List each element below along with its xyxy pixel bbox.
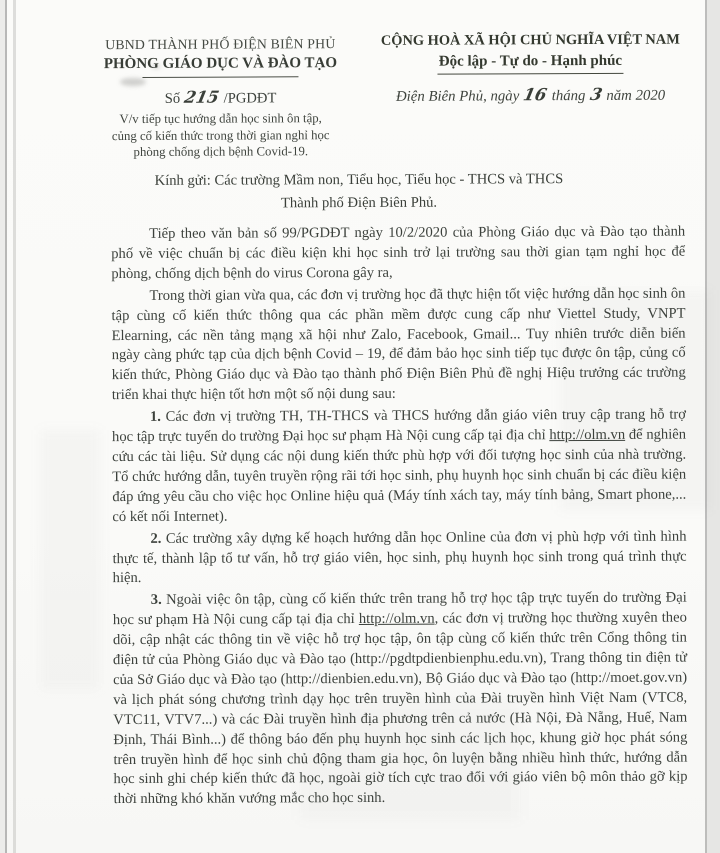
paragraph-text: Các trường xây dựng kế hoạch hướng dẫn học Online của đơn vị phù hợp với tình hình thực tế, thành lập tổ tư vấn, hỗ trợ giáo viên, học sinh, phụ huynh học sinh trong quá trình thực hiện. — [112, 528, 687, 587]
body-paragraph — [112, 406, 687, 528]
paragraph-text: 1. — [149, 409, 161, 426]
document-number-line — [79, 89, 363, 108]
national-motto-block — [370, 32, 690, 75]
issuing-agency-parent: UBND THÀNH PHỐ ĐIỆN BIÊN PHỦ — [105, 36, 336, 53]
body-paragraph — [113, 589, 688, 810]
body-paragraph — [112, 527, 686, 589]
body-paragraph — [111, 223, 685, 285]
recipient-line-1: Kính gửi: Các trường Mầm non, Tiểu học, Tiểu học - THCS và THCS — [154, 171, 564, 189]
paragraph-text: để nghiên cứu các tài liệu. Sử dụng các nội dung kiến thức phù hợp với đối tượng học sinh của nhà trường. Tổ chức hướng dẫn, tuyên truyền rộng rãi tới học sinh, phụ huynh học sinh chuẩn bị các điều kiện đáp ứng yêu cầu cho việc học Online hiệu quả (Máy tính xách tay, máy tính bảng, Smart phone,... có kết nối Internet). — [112, 426, 687, 525]
subject-line-3: phòng chống dịch bệnh Covid-19. — [133, 144, 309, 159]
date-month-handwritten: 3 — [588, 83, 604, 105]
motto-underline — [437, 73, 623, 75]
paragraph-text: Tiếp theo văn bản số 99/PGDĐT ngày 10/2/2020 của Phòng Giáo dục và Đào tạo thành phố về việc chuẩn bị các điều kiện khi học sinh trở lại trường sau thời gian tạm nghỉ học để phòng, chống dịch bệnh do virus Corona gây ra, — [111, 223, 686, 282]
date-day-handwritten: 16 — [521, 84, 550, 105]
paragraph-text: Trong thời gian vừa qua, các đơn vị trường học đã thực hiện tốt việc hướng dẫn học sinh ôn tập cùng cố kiến thức thông qua các phần mềm được cung cấp như Viettel Study, VNPT Elearning, các nền tảng mạng xã hội như Zalo, Facebook, Gmail... Tuy nhiên trước diễn biến ngày càng phức tạp của dịch bệnh Covid – 19, để đảm bảo học sinh tiếp tục được ôn tập, củng cố kiến thức, Phòng Giáo dục và Đào tạo thành phố Điện Biên Phủ đề nghị Hiệu trưởng các trường triển khai thực hiện tốt hơn một số nội dung sau: — [111, 285, 686, 404]
body-text — [111, 223, 688, 813]
inline-url: http://olm.vn — [549, 426, 626, 444]
recipient-line-2: Thành phố Điện Biên Phủ. — [280, 194, 438, 212]
paragraph-text: Các đơn vị trường TH, TH-THCS và THCS hướng dẫn giáo viên truy cập trang hỗ trợ học tập trực tuyến do trường Đại học sư phạm Hà Nội cung cấp tại địa chỉ — [112, 406, 686, 446]
paragraph-text: , các đơn vị trường học thường xuyên theo dõi, cập nhật các thông tin về việc hỗ trợ học tập, ôn tập cùng cố kiến thức trên Cổng thông tin điện tử của Phòng Giáo dục và Đào tạo (http://pgdtpdienbienphu.edu.vn), Trang thông tin điện tử của Sở Giáo dục và Đào tạo (http://dienbien.edu.vn), Bộ Giáo dục và Đào tạo (http://moet.gov.vn) và lịch phát sóng chương trình dạy học trên truyền hình của Đài truyền hình Việt Nam (VTC8, VTC11, VTV7...) và các Đài truyền hình địa phương trên cả nước (Hà Nội, Đà Nẵng, Huế, Nam Định, Thái Bình...) để thông báo đến phụ huynh học sinh các lịch học, khung giờ học phát sóng trên truyền hình để học sinh chủ động tham gia học, ôn luyện bằng nhiều hình thức, hướng dẫn học sinh ghi chép kiến thức đã học, ngoài giờ tích cực trao đổi với giáo viên bộ môn thảo gỡ kịp thời những khó khăn vướng mắc cho học sinh. — [112, 609, 688, 808]
paragraph-text: 2. — [150, 530, 162, 547]
issuing-agency-name: PHÒNG GIÁO DỤC VÀ ĐÀO TẠO — [103, 55, 338, 73]
recipient-block — [99, 168, 619, 216]
date-month-label: tháng — [551, 88, 586, 105]
inline-url: http://olm.vn — [358, 610, 435, 628]
document-number-suffix: /PGDĐT — [223, 90, 277, 107]
date-year: năm 2020 — [606, 87, 666, 104]
country-title: CỘNG HOÀ XÃ HỘI CHỦ NGHĨA VIỆT NAM — [380, 31, 680, 49]
issuing-agency-underline — [142, 76, 298, 78]
paragraph-text: 3. — [150, 592, 162, 609]
subject-line-1: V/v tiếp tục hướng dẫn học sinh ôn tập, — [119, 111, 322, 127]
issuing-agency-block — [78, 36, 362, 78]
date-place: Điện Biên Phủ, ngày — [395, 88, 520, 105]
place-date-line — [363, 83, 699, 106]
subject-line-2: củng cố kiến thức trong thời gian nghỉ học — [111, 127, 330, 143]
document-number-prefix: Số — [164, 90, 181, 107]
paragraph-text: Ngoài việc ôn tập, cùng cố kiến thức trên trang hỗ trợ học tập trực tuyến do trường Đại học sư phạm Hà Nội cung cấp tại địa chỉ — [112, 589, 687, 629]
body-paragraph — [111, 284, 686, 406]
subject-block — [59, 110, 383, 161]
national-motto: Độc lập - Tự do - Hạnh phúc — [438, 52, 623, 70]
document-number-handwritten: 215 — [183, 87, 222, 107]
